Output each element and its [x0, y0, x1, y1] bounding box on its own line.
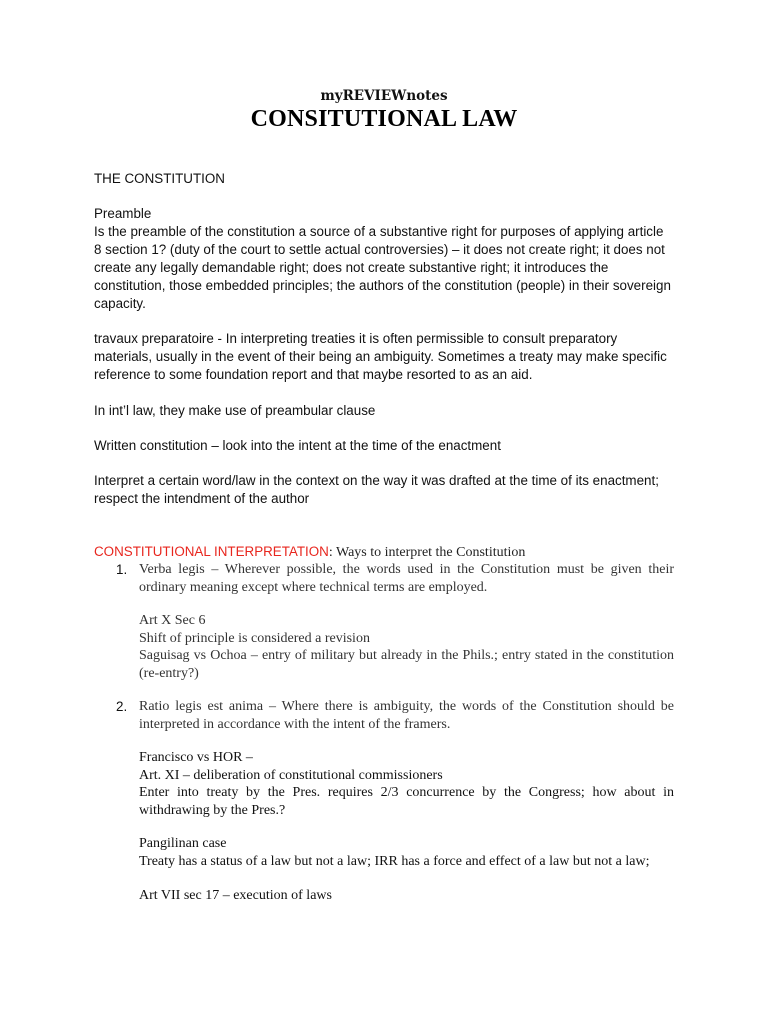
pangilinan-case: Pangilinan case [139, 836, 227, 851]
section-heading: THE CONSTITUTION [94, 171, 225, 186]
art-xi-line: Art. XI – deliberation of constitutional commissioners [139, 768, 443, 783]
interpretation-label: CONSTITUTIONAL INTERPRETATION [94, 544, 329, 559]
preamble-label: Preamble [94, 206, 152, 221]
ratio-legis-text: Ratio legis est anima – Where there is ambiguity, the words of the Constitution should be interpreted in accordance with the intent of the framers. [139, 699, 674, 732]
interpretation-heading [94, 543, 694, 562]
list-number-1: 1. [116, 562, 128, 577]
travaux-paragraph: travaux preparatoire - In interpreting treaties it is often permissible to consult preparatory materials, usually in the event of their being an ambiguity. Sometimes a treaty may make specific reference to some foundation report and that maybe resorted to as an aid. [94, 331, 667, 382]
art-x-sec-6: Art X Sec 6 [139, 613, 206, 628]
treaty-line: Enter into treaty by the Pres. requires 2/3 concurrence by the Congress; how about in withdrawing by the Pres.? [139, 785, 674, 818]
intl-law-line: In int’l law, they make use of preambular clause [94, 403, 376, 418]
list-number-2: 2. [116, 699, 128, 714]
page-title: CONSITUTIONAL LAW [250, 106, 518, 132]
saguisag-case: Saguisag vs Ochoa – entry of military but already in the Phils.; entry stated in the constitution (re-entry?) [139, 648, 674, 681]
francisco-case: Francisco vs HOR – [139, 750, 253, 765]
preamble-paragraph: Is the preamble of the constitution a source of a substantive right for purposes of applying article 8 section 1? (duty of the court to settle actual controversies) – it does not create right; it does not create any legally demandable right; does not create substantive right; it introduces the constitution, those embedded principles; the authors of the constitution (people) in their sovereign capacity. [94, 224, 671, 311]
written-constitution-line: Written constitution – look into the intent at the time of the enactment [94, 438, 501, 453]
interpret-paragraph: Interpret a certain word/law in the context on the way it was drafted at the time of its enactment; respect the intendment of the author [94, 473, 659, 506]
brand-name: myREVIEWnotes [320, 88, 448, 104]
art-vii-line: Art VII sec 17 – execution of laws [139, 888, 332, 903]
shift-principle: Shift of principle is considered a revision [139, 631, 370, 646]
interpretation-colon: : [328, 545, 333, 560]
verba-legis-text: Verba legis – Wherever possible, the words used in the Constitution must be given their ordinary meaning except where technical terms are employed. [139, 562, 674, 595]
treaty-status-line: Treaty has a status of a law but not a law; IRR has a force and effect of a law but not a law; [139, 854, 650, 869]
interpretation-intro: Ways to interpret the Constitution [332, 545, 526, 560]
